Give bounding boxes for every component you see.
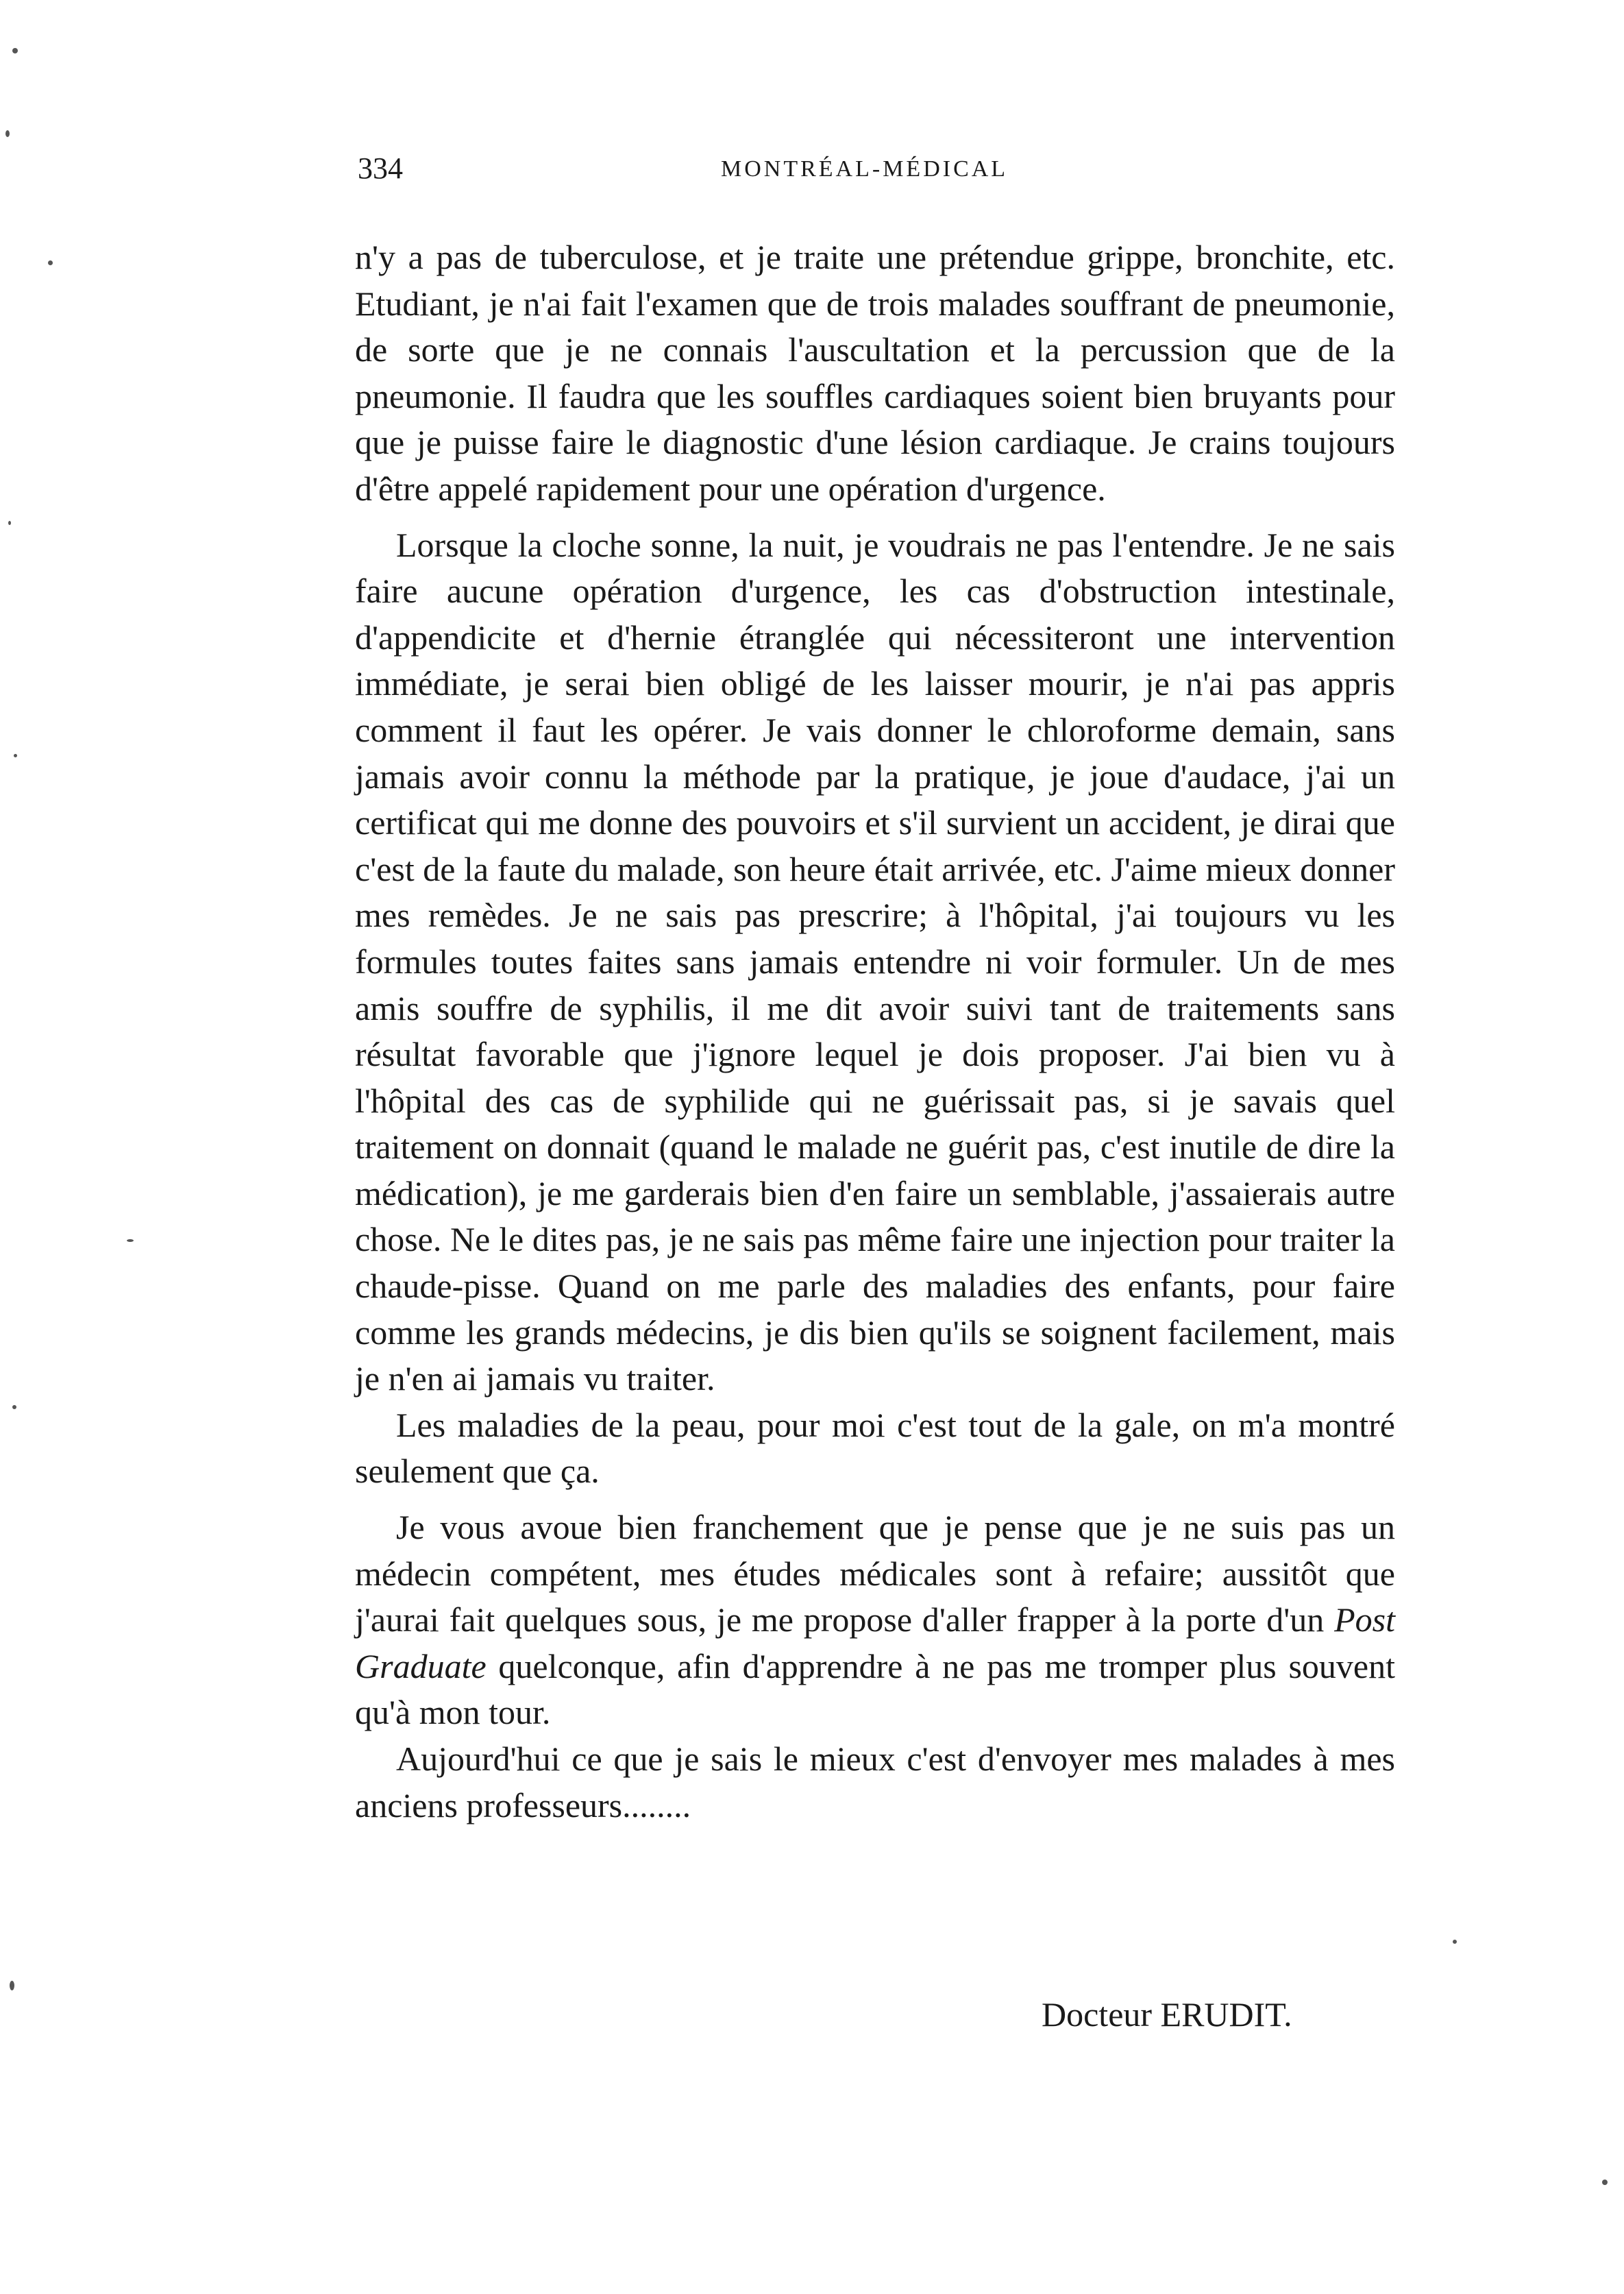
body-text — [355, 234, 1395, 1829]
scan-speck — [8, 521, 11, 525]
page-number: 334 — [358, 151, 403, 185]
scan-speck — [12, 48, 18, 53]
scan-speck — [48, 260, 53, 265]
paragraph-avoue-start: Je vous avoue bien franchement que je pense que je ne suis pas un médecin compétent, mes études médicales sont à refaire; aussitôt que j'aurai fait quelques sous, je me propose d'aller frapper à la porte d'un — [355, 1508, 1395, 1639]
paragraph-peau: Les maladies de la peau, pour moi c'est tout de la gale, on m'a montré seulement que ça. — [355, 1405, 1395, 1491]
scan-speck — [12, 1405, 16, 1409]
scan-speck — [127, 1239, 134, 1242]
paragraph-avoue-end: quelconque, afin d'apprendre à ne pas me tromper plus souvent qu'à mon tour. — [355, 1646, 1395, 1732]
paragraph-avoue — [355, 1504, 1395, 1736]
signature: Docteur ERUDIT. — [1042, 1995, 1292, 2034]
post-graduate-italic: Post Graduate — [355, 1600, 1395, 1685]
running-title: MONTRÉAL-MÉDICAL — [721, 156, 1009, 182]
scan-speck — [10, 1981, 14, 1990]
paragraph-continued: n'y a pas de tuberculose, et je traite une prétendue grippe, bronchite, etc. Etudiant, je n'ai fait l'examen que de trois malades souffrant de pneumonie, de sorte que je ne connais l'auscultation et la percussion que de la pneumonie. Il faudra que les souffles cardiaques soient bien bruyants pour que je puisse faire le diagnostic d'une lésion cardiaque. Je crains toujours d'être appelé rapidement pour une opération d'urgence. — [355, 238, 1395, 508]
paragraph-cloche: Lorsque la cloche sonne, la nuit, je voudrais ne pas l'entendre. Je ne sais faire aucune opération d'urgence, les cas d'obstruction intestinale, d'appendicite et d'hernie étranglée qui nécessiteront une intervention immédiate, je serai bien obligé de les laisser mourir, je n'ai pas appris comment il faut les opérer. Je vais donner le chloroforme demain, sans jamais avoir connu la méthode par la pratique, je joue d'audace, j'ai un certificat qui me donne des pouvoirs et s'il survient un accident, je dirai que c'est de la faute du malade, son heure était arrivée, etc. J'aime mieux donner mes remèdes. Je ne sais pas prescrire; à l'hôpital, j'ai toujours vu les formules toutes faites sans jamais entendre ni voir formuler. Un de mes amis souffre de syphilis, il me dit avoir suivi tant de traitements sans résultat favorable que j'ignore lequel je dois proposer. J'ai bien vu à l'hôpital des cas de syphilide qui ne guérissait pas, si je savais quel traitement on donnait (quand le malade ne guérit pas, c'est inutile de dire la médication), je me garderais bien d'en faire un semblable, j'assaierais autre chose. Ne le dites pas, je ne sais pas même faire une injection pour traiter la chaude-pisse. Quand on me parle des maladies des enfants, pour faire comme les grands médecins, je dis bien qu'ils se soignent facilement, mais je n'en ai jamais vu traiter. — [355, 525, 1395, 1398]
page-header — [358, 151, 1386, 192]
scan-speck — [5, 130, 10, 137]
scan-speck — [1602, 2180, 1608, 2185]
scan-speck — [1453, 1940, 1457, 1944]
paragraph-aujourdhui: Aujourd'hui ce que je sais le mieux c'est d'envoyer mes malades à mes anciens professeurs........ — [355, 1740, 1395, 1825]
scan-speck — [14, 754, 17, 757]
